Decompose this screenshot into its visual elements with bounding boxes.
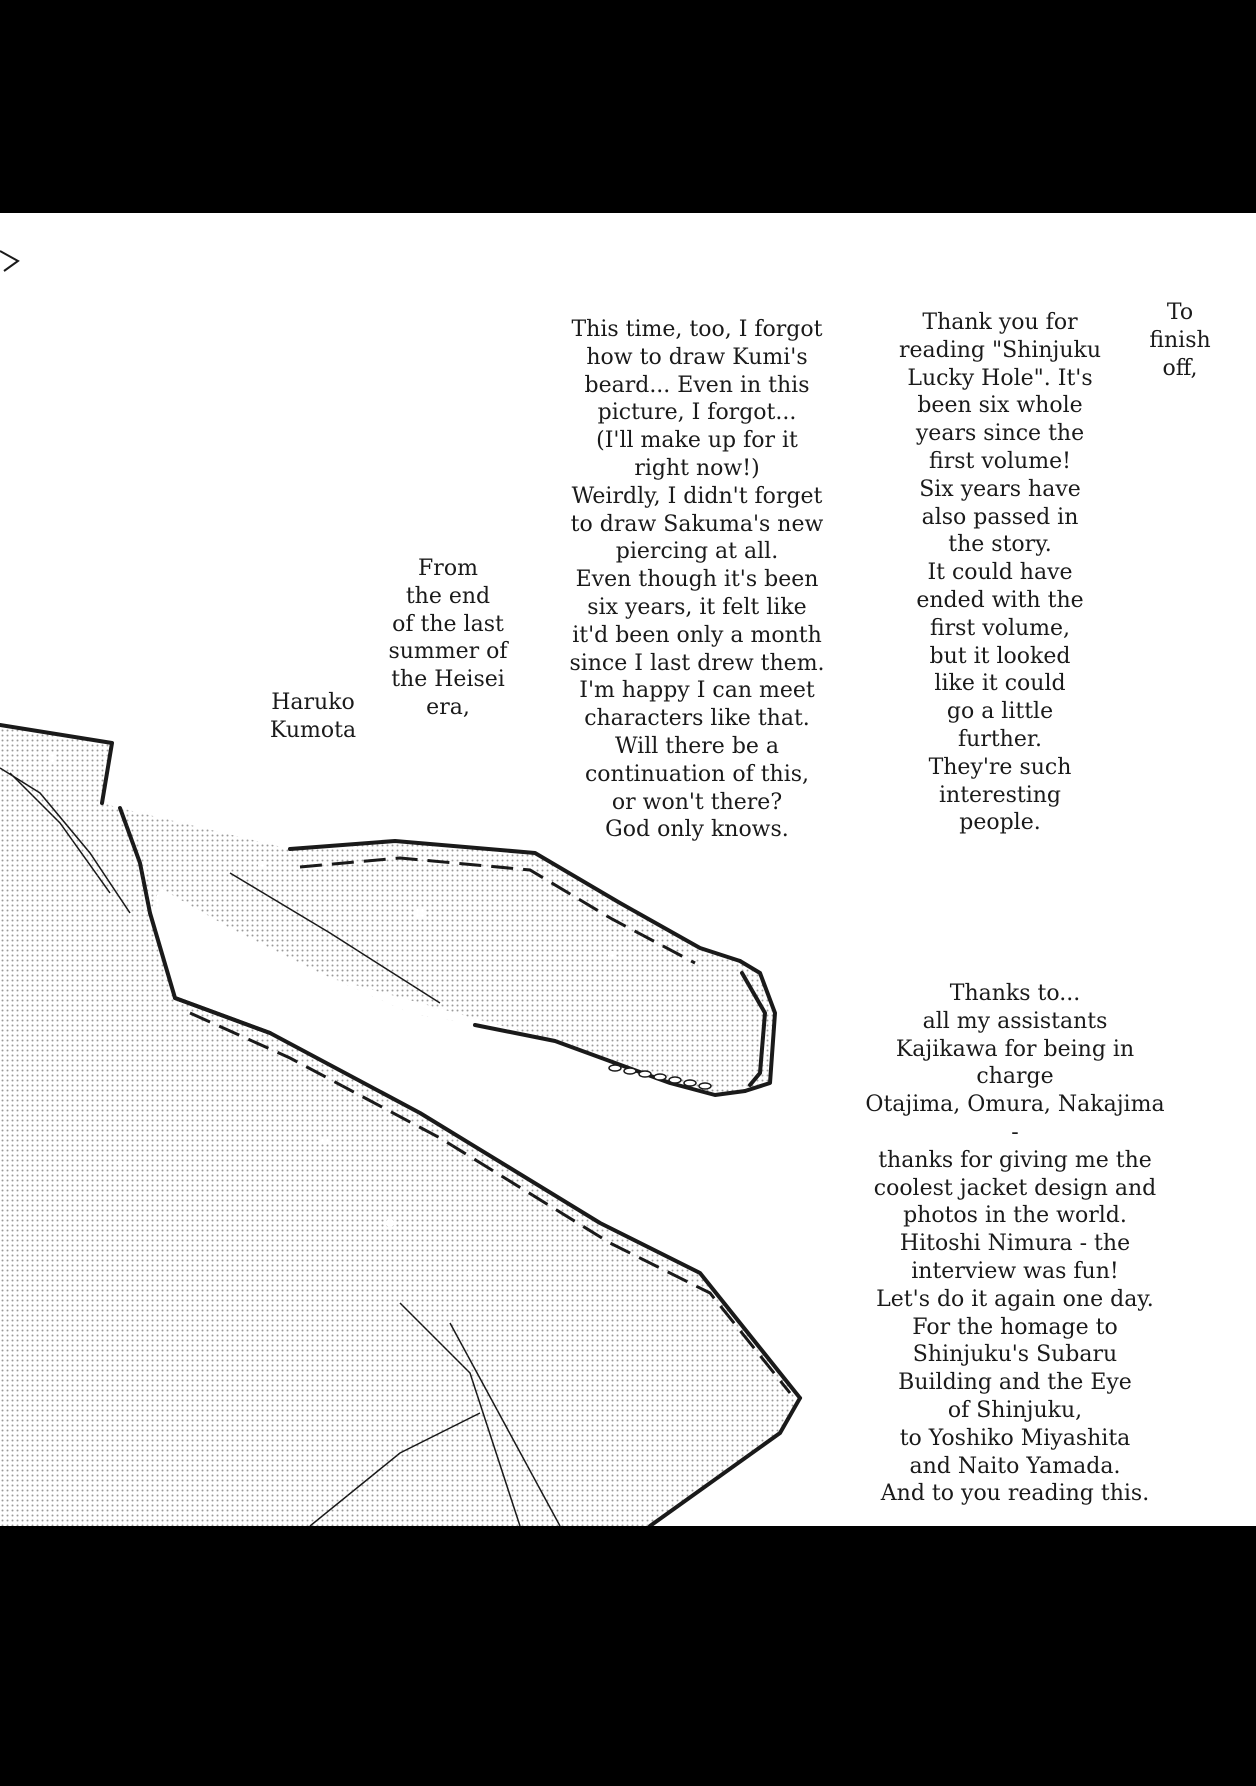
note-forgot-beard: This time, too, I forgot how to draw Kumi's beard... Even in this picture, I forgot... (I'll make up for it right now!) Weirdly, I didn't forget to draw Sakuma's new piercing at all. Even though it's been six years, it felt like it'd been only a month since I last drew them. I'm happy I can meet characters like that. Will there be a continuation of this, or won't there? God only knows. [569, 317, 825, 843]
afterword-panel [0, 213, 1256, 1526]
note-to-finish: To finish off, [1149, 300, 1211, 381]
corner-mark [0, 251, 18, 271]
note-heisei-era: From the end of the last summer of the Heisei era, [388, 556, 508, 720]
note-thanks-for-reading: Thank you for reading "Shinjuku Lucky Hole". It's been six whole years since the first volume! Six years have also passed in the story. It could have ended with the first volume, but it looked like it could go a little further. They're such interesting people. [898, 310, 1102, 836]
author-signature: Haruko Kumota [269, 690, 357, 743]
note-credits: Thanks to... all my assistants Kajikawa for being in charge Otajima, Omura, Nakajima - thanks for giving me the coolest jacket design and photos in the world. Hitoshi Nimura - the interview was fun! Let's do it again one day. For the homage to Shinjuku's Subaru Building and the Eye of Shinjuku, to Yoshiko Miyashita and Naito Yamada. And to you reading this. [865, 981, 1165, 1507]
jacket-body [0, 725, 800, 1526]
